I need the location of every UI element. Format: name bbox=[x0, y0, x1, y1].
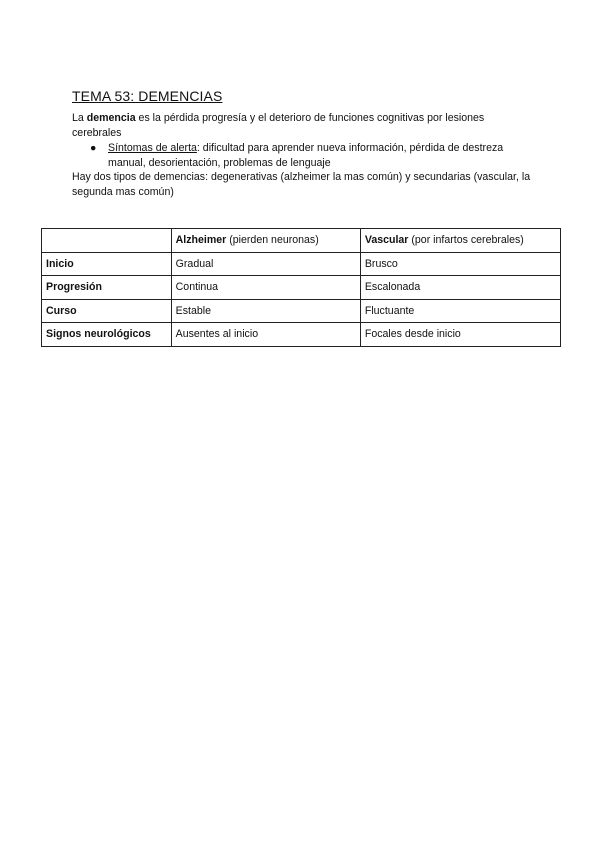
header-alzheimer-note: (pierden neuronas) bbox=[226, 234, 319, 247]
alzheimer-cell: Continua bbox=[171, 276, 360, 300]
alzheimer-cell: Gradual bbox=[171, 252, 360, 276]
table-row bbox=[42, 276, 561, 300]
definition-paragraph bbox=[72, 111, 532, 140]
row-label: Curso bbox=[42, 299, 172, 323]
vascular-cell: Brusco bbox=[360, 252, 560, 276]
header-vascular-note: (por infartos cerebrales) bbox=[408, 234, 524, 247]
header-cell-empty bbox=[42, 229, 172, 253]
alert-symptoms-description: : dificultad para aprender nueva información, pérdida de destreza manual, desorientación, problemas de lenguaje bbox=[108, 142, 504, 169]
vascular-cell: Fluctuante bbox=[360, 299, 560, 323]
table-row bbox=[42, 252, 561, 276]
row-label: Signos neurológicos bbox=[42, 323, 172, 347]
dementia-types-paragraph: Hay dos tipos de demencias: degenerativas (alzheimer la mas común) y secundarias (vascular, la segunda mas común) bbox=[72, 171, 531, 198]
table-row bbox=[42, 299, 561, 323]
row-label: Progresión bbox=[42, 276, 172, 300]
vascular-cell: Focales desde inicio bbox=[360, 323, 560, 347]
row-label: Inicio bbox=[42, 252, 172, 276]
comparison-table bbox=[41, 228, 561, 347]
page-title: TEMA 53: DEMENCIAS bbox=[72, 88, 223, 104]
header-vascular-name: Vascular bbox=[364, 234, 409, 247]
table-row bbox=[42, 323, 561, 347]
vascular-cell: Escalonada bbox=[360, 276, 560, 300]
alert-symptoms-text bbox=[108, 141, 533, 170]
definition-term: demencia bbox=[86, 112, 136, 124]
alert-symptoms-label: Síntomas de alerta bbox=[108, 142, 197, 154]
definition-prefix: La bbox=[72, 112, 87, 124]
definition-text: es la pérdida progresía y el deterioro de funciones cognitivas por lesiones cerebrales bbox=[72, 112, 485, 139]
alzheimer-cell: Estable bbox=[171, 299, 360, 323]
header-cell-vascular bbox=[360, 229, 560, 253]
header-alzheimer-name: Alzheimer bbox=[175, 234, 227, 247]
header-cell-alzheimer bbox=[171, 229, 360, 253]
alzheimer-cell: Ausentes al inicio bbox=[171, 323, 360, 347]
bullet-marker: ● bbox=[90, 142, 97, 154]
table-header-row bbox=[42, 229, 561, 253]
